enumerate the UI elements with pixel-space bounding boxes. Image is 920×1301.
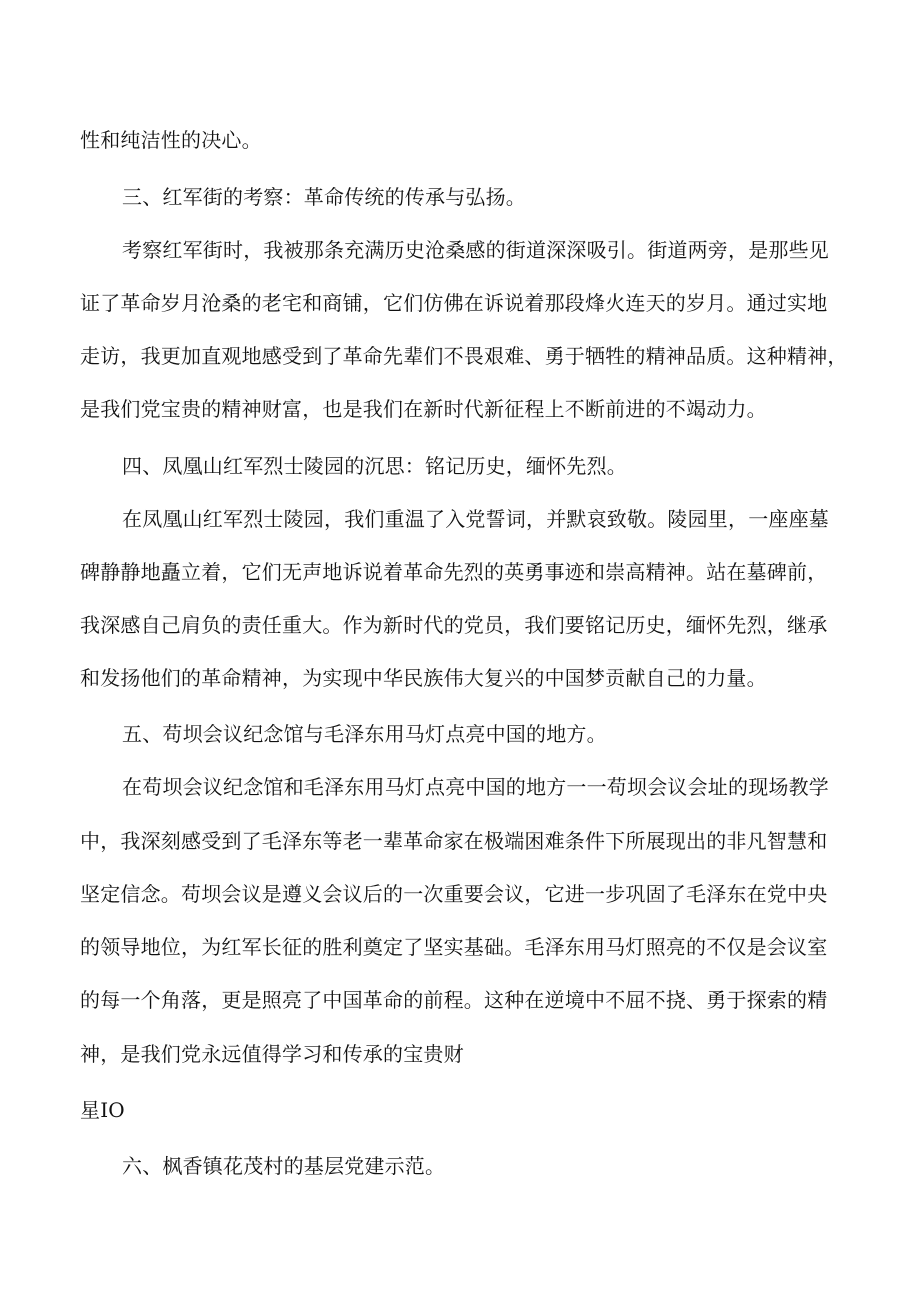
section-heading: 四、凤凰山红军烈士陵园的沉思：铭记历史，缅怀先烈。: [122, 454, 627, 478]
text-line: 星IO: [80, 1098, 125, 1122]
text-line: 在苟坝会议纪念馆和毛泽东用马灯点亮中国的地方一一苟坝会议会址的现场教学: [122, 775, 829, 799]
text-line: 坚定信念。苟坝会议是遵义会议后的一次重要会议，它进一步巩固了毛泽东在党中央: [80, 882, 828, 906]
text-line: 中，我深刻感受到了毛泽东等老一辈革命家在极端困难条件下所展现出的非凡智慧和: [80, 829, 828, 853]
text-line: 是我们党宝贵的精神财富，也是我们在新时代新征程上不断前进的不竭动力。: [80, 397, 767, 421]
text-line: 神，是我们党永远值得学习和传承的宝贵财: [80, 1042, 464, 1066]
text-line: 走访，我更加直观地感受到了革命先辈们不畏艰难、勇于牺牲的精神品质。这种精神，: [80, 344, 848, 368]
text-line: 的领导地位，为红军长征的胜利奠定了坚实基础。毛泽东用马灯照亮的不仅是会议室: [80, 935, 828, 959]
text-line: 碑静静地矗立着，它们无声地诉说着革命先烈的英勇事迹和崇高精神。站在墓碑前，: [80, 560, 828, 584]
text-line: 和发扬他们的革命精神，为实现中华民族伟大复兴的中国梦贡献自己的力量。: [80, 666, 767, 690]
text-line: 证了革命岁月沧桑的老宅和商铺，它们仿佛在诉说着那段烽火连天的岁月。通过实地: [80, 291, 828, 315]
text-line: 在凤凰山红军烈士陵园，我们重温了入党誓词，并默哀致敬。陵园里，一座座墓: [122, 507, 829, 531]
text-line: 性和纯洁性的决心。: [80, 128, 262, 152]
section-heading: 三、红军街的考察：革命传统的传承与弘扬。: [122, 185, 526, 209]
section-heading: 五、苟坝会议纪念馆与毛泽东用马灯点亮中国的地方。: [122, 722, 607, 746]
text-line: 我深感自己肩负的责任重大。作为新时代的党员，我们要铭记历史，缅怀先烈，继承: [80, 613, 828, 637]
text-line: 的每一个角落，更是照亮了中国革命的前程。这种在逆境中不屈不挠、勇于探索的精: [80, 988, 828, 1012]
text-line: 考察红军街时，我被那条充满历史沧桑感的街道深深吸引。街道两旁，是那些见: [122, 238, 829, 262]
section-heading: 六、枫香镇花茂村的基层党建示范。: [122, 1154, 446, 1178]
